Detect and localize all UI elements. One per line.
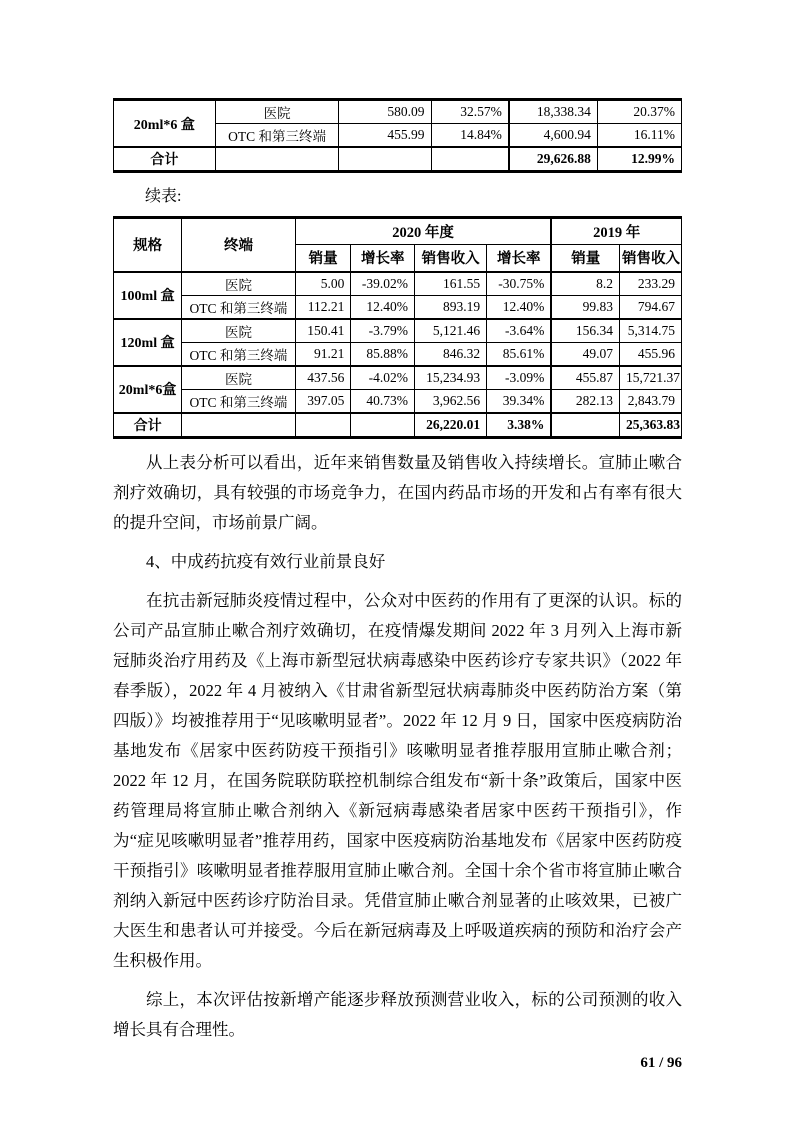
growth-cell: 85.88%	[351, 342, 415, 366]
growth-cell: 32.57%	[431, 100, 509, 124]
revenue-cell: 233.29	[620, 272, 682, 296]
paragraph-conclusion: 综上，本次评估按新增产能逐步释放预测营业收入，标的公司预测的收入增长具有合理性。	[113, 989, 682, 1039]
growth-cell: -3.09%	[487, 366, 552, 390]
revenue-cell: 15,721.37	[620, 366, 682, 390]
total-row	[114, 147, 682, 172]
growth-cell: 16.11%	[597, 124, 681, 148]
volume-cell: 455.87	[551, 366, 619, 390]
page-content	[113, 98, 682, 1073]
revenue-header: 销售收入	[620, 245, 682, 272]
volume-cell: 580.09	[339, 100, 431, 124]
terminal-cell: 医院	[182, 272, 296, 296]
volume-cell: 282.13	[551, 389, 619, 413]
revenue-cell: 15,234.93	[415, 366, 487, 390]
volume-cell: 91.21	[295, 342, 351, 366]
revenue-cell: 893.19	[415, 295, 487, 319]
year-2020-header: 2020 年度	[295, 218, 551, 245]
spec-cell: 100ml 盒	[114, 272, 182, 319]
table-row	[114, 389, 682, 413]
spec-header: 规格	[114, 218, 182, 272]
continued-table-label: 续表:	[145, 188, 182, 205]
terminal-cell: OTC 和第三终端	[182, 342, 296, 366]
table-row	[114, 100, 682, 124]
revenue-cell: 161.55	[415, 272, 487, 296]
growth-cell: 40.73%	[351, 389, 415, 413]
growth-header: 增长率	[351, 245, 415, 272]
terminal-cell: 医院	[182, 366, 296, 390]
revenue-header: 销售收入	[415, 245, 487, 272]
revenue-cell: 5,314.75	[620, 319, 682, 343]
paragraph-epidemic-tcm: 在抗击新冠肺炎疫情过程中，公众对中医药的作用有了更深的认识。标的公司产品宣肺止嗽合剂疗效确切，在疫情爆发期间 2022 年 3 月列入上海市新冠肺炎治疗用药及《上海市新型冠状病毒感染中医药诊疗专家共识》（2022 年春季版），2022 年 4 月被纳入《甘肃省新型冠状病毒肺炎中医药防治方案（第四版）》均被推荐用于“见咳嗽明显者”。2022 年 12 月 9 日，国家中医疫病防治基地发布《居家中医药防疫干预指引》咳嗽明显者推荐服用宣肺止嗽合剂；2022 年 12 月，在国务院联防联控机制综合组发布“新十条”政策后，国家中医药管理局将宣肺止嗽合剂纳入《新冠病毒感染者居家中医药干预指引》，作为“症见咳嗽明显者”推荐用药，国家中医疫病防治基地发布《居家中医药防疫干预指引》咳嗽明显者推荐服用宣肺止嗽合剂。全国十余个省市将宣肺止嗽合剂纳入新冠中医药诊疗防治目录。凭借宣肺止嗽合剂显著的止咳效果，已被广大医生和患者认可并接受。今后在新冠病毒及上呼吸道疾病的预防和治疗会产生积极作用。	[113, 590, 682, 970]
empty-cell	[182, 413, 296, 438]
revenue-cell: 846.32	[415, 342, 487, 366]
year-2019-header: 2019 年	[551, 218, 681, 245]
revenue-cell: 794.67	[620, 295, 682, 319]
total-revenue-cell: 29,626.88	[509, 147, 598, 172]
revenue-cell: 18,338.34	[509, 100, 598, 124]
volume-cell: 5.00	[295, 272, 351, 296]
total-growth-cell: 3.38%	[487, 413, 552, 438]
volume-header: 销量	[551, 245, 619, 272]
spec-cell: 20ml*6 盒	[114, 100, 216, 148]
growth-cell: 85.61%	[487, 342, 552, 366]
revenue-cell: 5,121.46	[415, 319, 487, 343]
empty-cell	[339, 147, 431, 172]
growth-cell: 39.34%	[487, 389, 552, 413]
revenue-cell: 4,600.94	[509, 124, 598, 148]
sales-table-2020-2019	[113, 216, 682, 439]
total-growth-cell: 12.99%	[597, 147, 681, 172]
growth-cell: -3.79%	[351, 319, 415, 343]
volume-cell: 49.07	[551, 342, 619, 366]
volume-cell: 397.05	[295, 389, 351, 413]
table-row	[114, 272, 682, 296]
total-label-cell: 合计	[114, 413, 182, 438]
empty-cell	[215, 147, 339, 172]
empty-cell	[295, 413, 351, 438]
terminal-cell: OTC 和第三终端	[182, 295, 296, 319]
growth-cell: 12.40%	[351, 295, 415, 319]
section-heading-4: 4、中成药抗疫有效行业前景良好	[146, 551, 386, 571]
revenue-cell: 2,843.79	[620, 389, 682, 413]
total-row	[114, 413, 682, 438]
empty-cell	[551, 413, 619, 438]
volume-header: 销量	[295, 245, 351, 272]
terminal-cell: OTC 和第三终端	[215, 124, 339, 148]
growth-cell: -30.75%	[487, 272, 552, 296]
table-row	[114, 295, 682, 319]
volume-cell: 156.34	[551, 319, 619, 343]
total-label-cell: 合计	[114, 147, 216, 172]
volume-cell: 455.99	[339, 124, 431, 148]
growth-cell: -4.02%	[351, 366, 415, 390]
table-row	[114, 366, 682, 390]
growth-cell: 12.40%	[487, 295, 552, 319]
empty-cell	[431, 147, 509, 172]
terminal-header: 终端	[182, 218, 296, 272]
growth-cell: -39.02%	[351, 272, 415, 296]
terminal-cell: 医院	[215, 100, 339, 124]
total-revenue-cell: 26,220.01	[415, 413, 487, 438]
growth-header: 增长率	[487, 245, 552, 272]
sales-table-continuation	[113, 98, 682, 173]
table-row	[114, 319, 682, 343]
growth-cell: 14.84%	[431, 124, 509, 148]
spec-cell: 20ml*6盒	[114, 366, 182, 413]
terminal-cell: OTC 和第三终端	[182, 389, 296, 413]
terminal-cell: 医院	[182, 319, 296, 343]
table-row	[114, 342, 682, 366]
volume-cell: 99.83	[551, 295, 619, 319]
growth-cell: -3.64%	[487, 319, 552, 343]
growth-cell: 20.37%	[597, 100, 681, 124]
spec-cell: 120ml 盒	[114, 319, 182, 366]
volume-cell: 112.21	[295, 295, 351, 319]
volume-cell: 150.41	[295, 319, 351, 343]
volume-cell: 8.2	[551, 272, 619, 296]
header-row-groups	[114, 218, 682, 245]
paragraph-sales-analysis: 从上表分析可以看出，近年来销售数量及销售收入持续增长。宣肺止嗽合剂疗效确切，具有较强的市场竞争力，在国内药品市场的开发和占有率有很大的提升空间，市场前景广阔。	[113, 452, 682, 532]
total-revenue-cell: 25,363.83	[620, 413, 682, 438]
page-number: 61 / 96	[640, 1054, 682, 1071]
revenue-cell: 3,962.56	[415, 389, 487, 413]
empty-cell	[351, 413, 415, 438]
volume-cell: 437.56	[295, 366, 351, 390]
revenue-cell: 455.96	[620, 342, 682, 366]
